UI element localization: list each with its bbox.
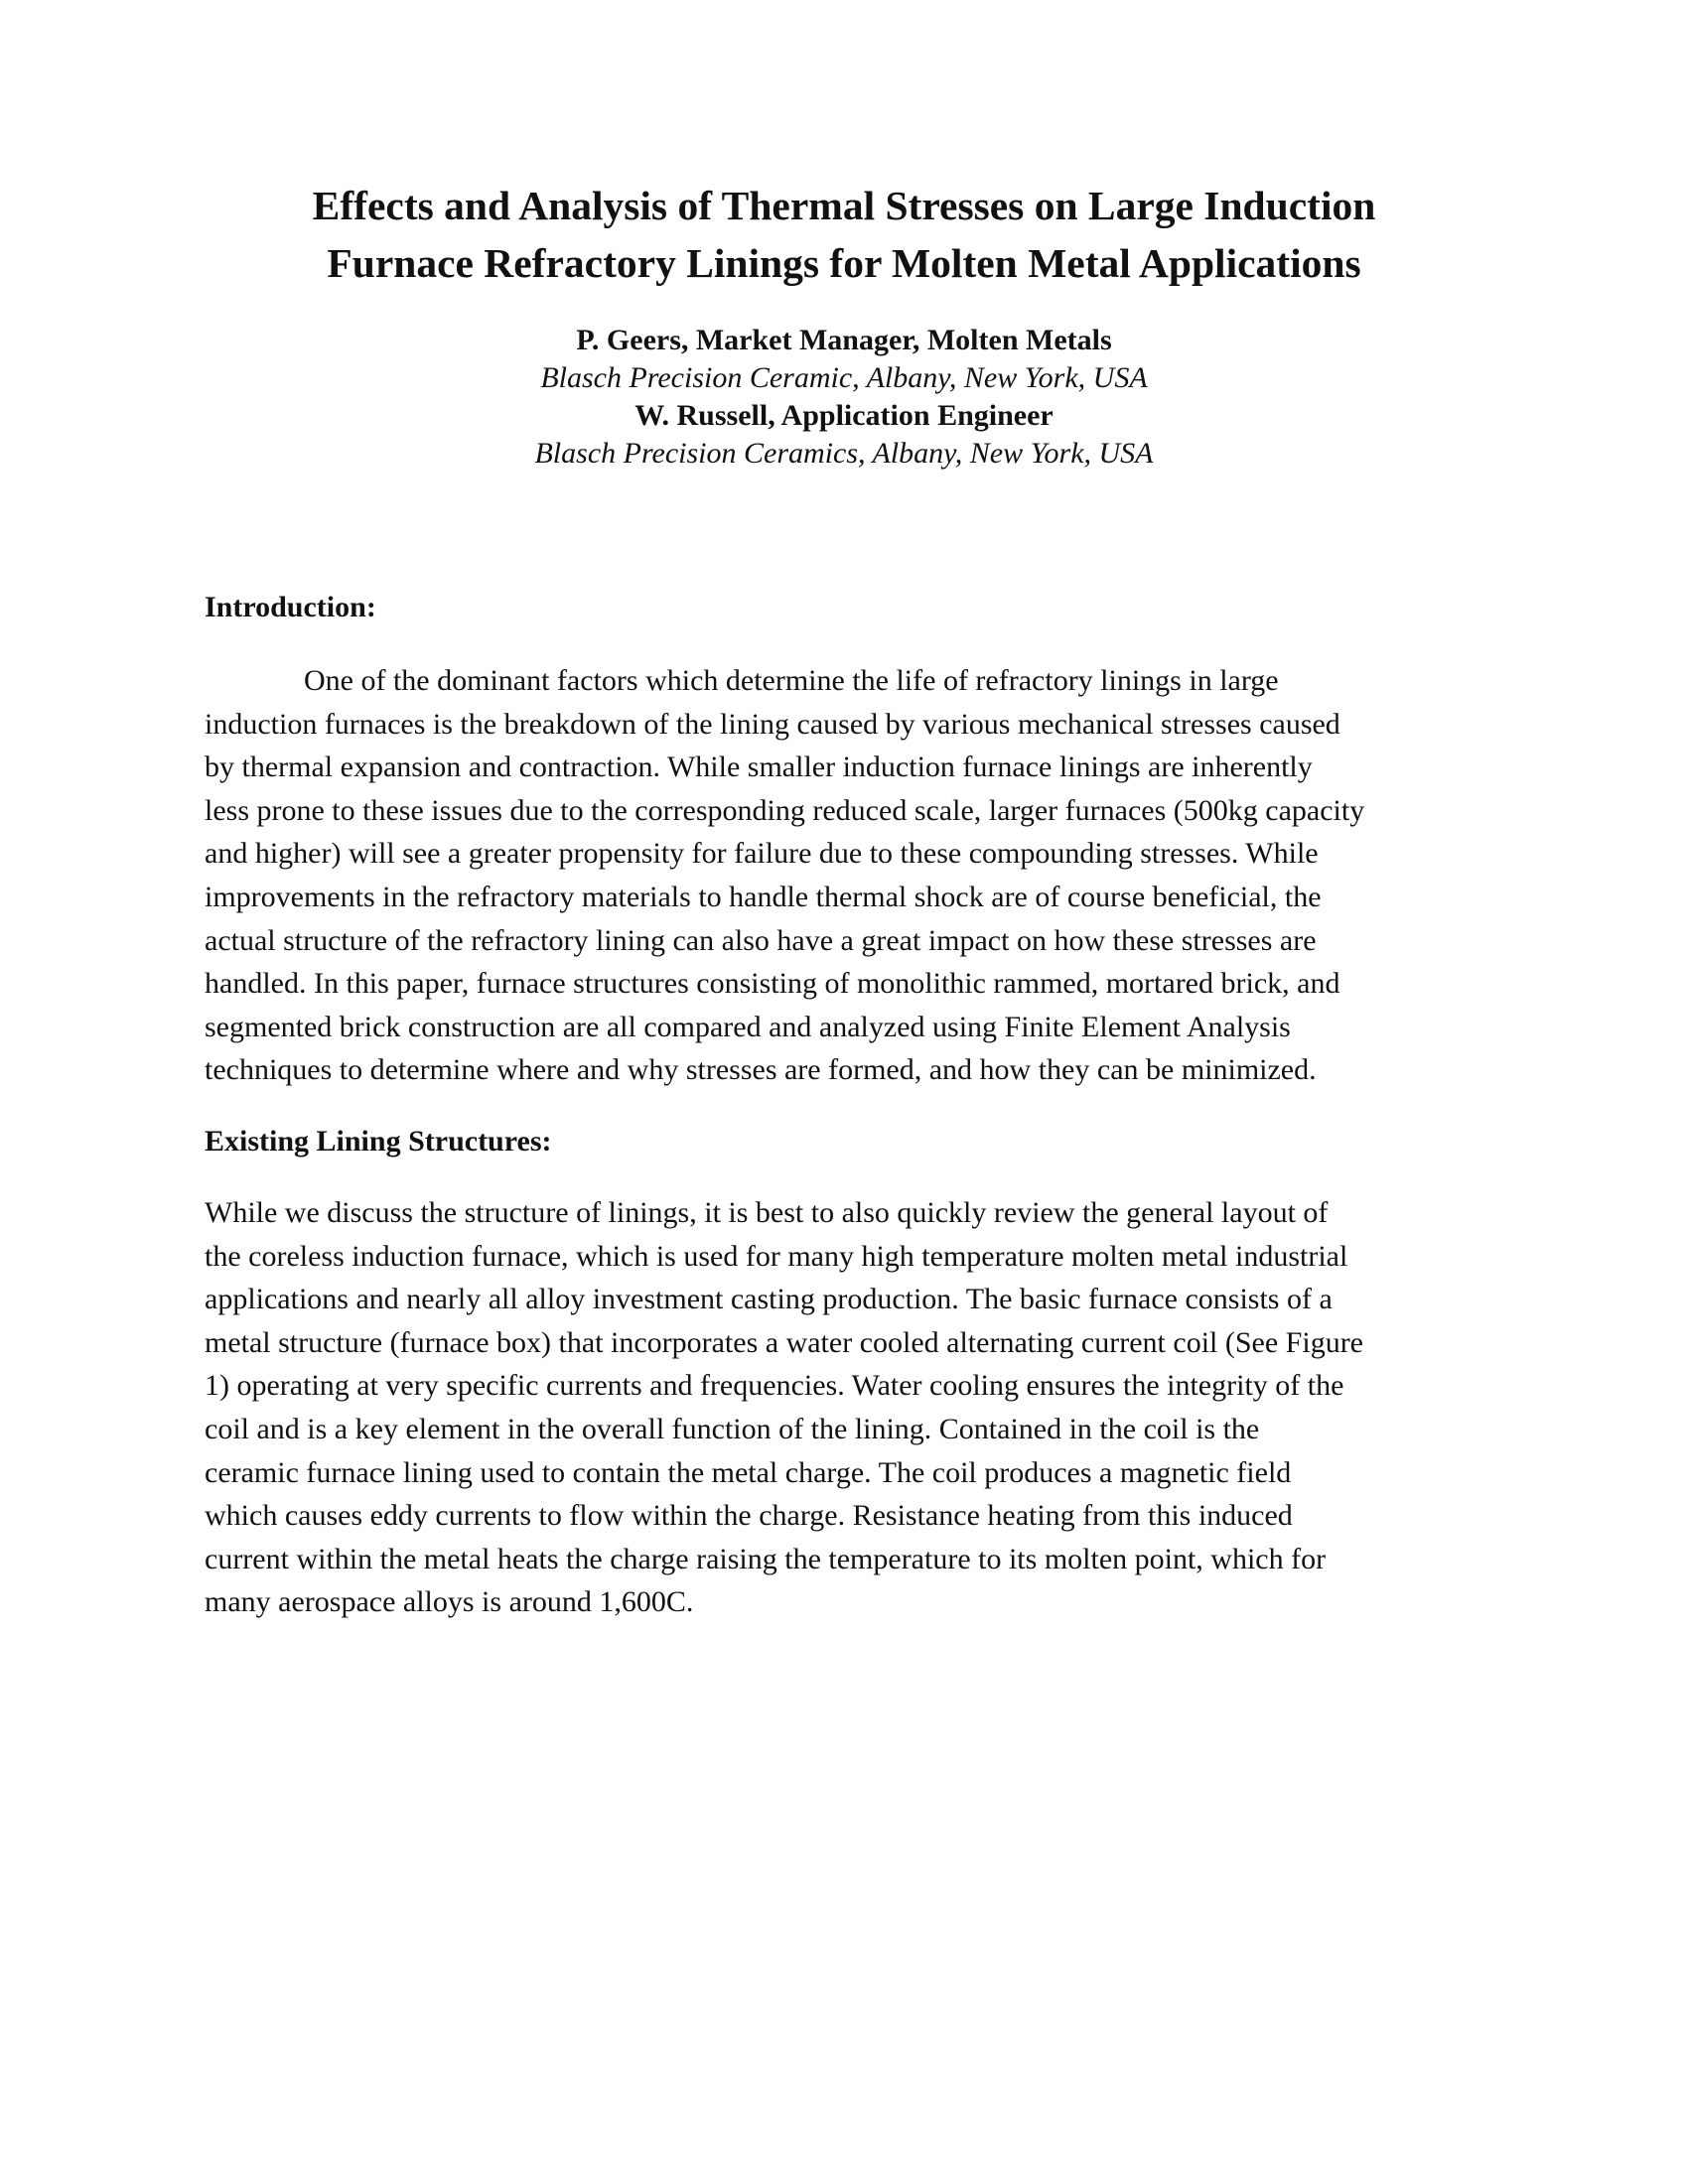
paper-title-line: Effects and Analysis of Thermal Stresses on Large Induction (312, 183, 1376, 228)
paragraph-line: While we discuss the structure of linings, it is best to also quickly review the general layout of (205, 1196, 1329, 1229)
paragraph-line: actual structure of the refractory lining can also have a great impact on how these stresses are (205, 923, 1317, 957)
paragraph-line: which causes eddy currents to flow within the charge. Resistance heating from this induced (205, 1499, 1293, 1533)
section-heading-existing-lining-structures: Existing Lining Structures: (205, 1125, 552, 1158)
author-affiliation: Blasch Precision Ceramics, Albany, New York, USA (534, 437, 1154, 470)
author-name: P. Geers, Market Manager, Molten Metals (576, 324, 1112, 356)
paragraph-line: current within the metal heats the charge raising the temperature to its molten point, which for (205, 1542, 1327, 1575)
paragraph-line: many aerospace alloys is around 1,600C. (205, 1585, 694, 1619)
introduction-paragraph (205, 659, 1495, 1092)
paragraph-line: techniques to determine where and why stresses are formed, and how they can be minimized. (205, 1053, 1317, 1087)
paragraph-line: metal structure (furnace box) that incorporates a water cooled alternating current coil (See Figure (205, 1325, 1363, 1359)
paper-title-line: Furnace Refractory Linings for Molten Metal Applications (327, 240, 1361, 286)
paragraph-line: improvements in the refractory materials to handle thermal shock are of course beneficial, the (205, 880, 1322, 913)
existing-lining-paragraph (205, 1191, 1495, 1624)
paragraph-line: applications and nearly all alloy investment casting production. The basic furnace consists of a (205, 1283, 1333, 1316)
paragraph-line: induction furnaces is the breakdown of the lining caused by various mechanical stresses caused (205, 707, 1340, 741)
section-heading-introduction: Introduction: (205, 591, 376, 623)
author-affiliation: Blasch Precision Ceramic, Albany, New York, USA (540, 361, 1148, 394)
author-name: W. Russell, Application Engineer (634, 399, 1054, 432)
paragraph-line: the coreless induction furnace, which is used for many high temperature molten metal industrial (205, 1239, 1348, 1273)
paragraph-line: less prone to these issues due to the corresponding reduced scale, larger furnaces (500kg capacity (205, 793, 1365, 827)
paragraph-line: ceramic furnace lining used to contain the metal charge. The coil produces a magnetic field (205, 1455, 1292, 1489)
paragraph-line: 1) operating at very specific currents and frequencies. Water cooling ensures the integrity of the (205, 1369, 1344, 1403)
paragraph-line: segmented brick construction are all compared and analyzed using Finite Element Analysis (205, 1010, 1291, 1043)
author-block (298, 322, 1390, 473)
paragraph-line: coil and is a key element in the overall function of the lining. Contained in the coil is the (205, 1412, 1260, 1445)
paragraph-line: One of the dominant factors which determine the life of refractory linings in large (304, 664, 1279, 697)
paper-title (199, 177, 1489, 292)
paragraph-line: and higher) will see a greater propensity for failure due to these compounding stresses. While (205, 837, 1319, 871)
paragraph-line: handled. In this paper, furnace structures consisting of monolithic rammed, mortared brick, and (205, 967, 1340, 1001)
paragraph-line: by thermal expansion and contraction. While smaller induction furnace linings are inherently (205, 751, 1313, 784)
